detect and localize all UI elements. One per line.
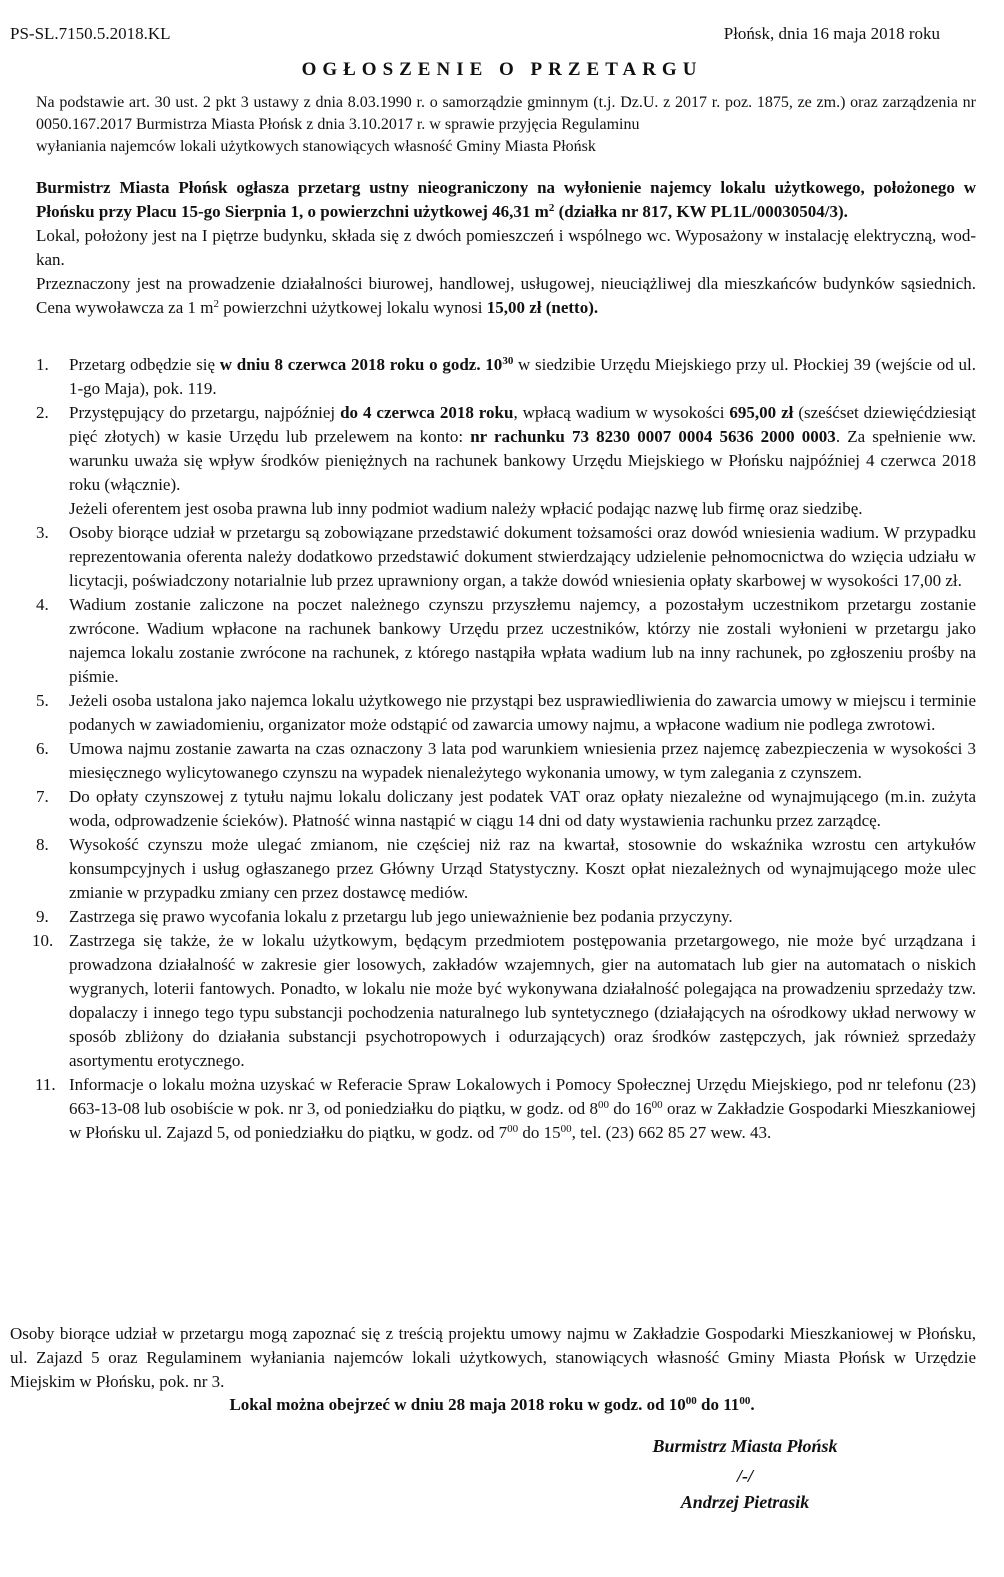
list-item <box>32 929 976 1073</box>
list-item <box>36 833 976 905</box>
announcement-text: Burmistrz Miasta Płońsk ogłasza przetarg ustny nieograniczony na wyłonienie najemcy lokalu użytkowego, położonego w Płońsku przy Placu 15-go Sierpnia 1, o powierzchni użytkowej 46,31 m <box>36 178 976 221</box>
list-item-text: Zastrzega się prawo wycofania lokalu z przetargu lub jego unieważnienie bez podania przyczyny. <box>69 907 733 926</box>
footer-note <box>10 1322 976 1394</box>
list-item <box>36 689 976 737</box>
legal-basis-text-end: wyłaniania najemców lokali użytkowych stanowiących własność Gminy Miasta Płońsk <box>36 138 596 155</box>
list-item-text: Zastrzega się także, że w lokalu użytkowym, będącym przedmiotem postępowania przetargowego, nie może być urządzana i prowadzona działalność w zakresie gier losowych, zakładów wzajemnych, gier na automatach lub gier na automatach o niskich wygranych, loterii fantowych. Ponadto, w lokalu nie może być wykonywana działalność polegająca na prowadzeniu sprzedaży tzw. dopalaczy i innego tego typu substancji pochodzenia naturalnego lub syntetycznego (działających na ośrodkowy układ nerwowy w sposób zbliżony do działania substancji psychotropowych i odurzających) oraz środków zastępczych, jak również sprzedaży asortymentu erotycznego. <box>69 931 976 1070</box>
document-date: Płońsk, dnia 16 maja 2018 roku <box>723 24 940 43</box>
signature-mark: /-/ <box>737 1466 753 1486</box>
list-item <box>36 353 976 401</box>
purpose-text: Przeznaczony jest na prowadzenie działalności biurowej, handlowej, usługowej, nieuciążliwej dla mieszkańców budynków sąsiednich. Cena wywoławcza za 1 m <box>36 274 976 317</box>
list-item-text: Przetarg odbędzie się w dniu 8 czerwca 2018 roku o godz. $10^{30}$ w siedzibie Urzędu Miejskiego przy ul. Płockiej 39 (wejście od ul. 1-go Maja), pok. 119. <box>69 355 976 398</box>
list-item-number: 11. <box>35 1075 56 1094</box>
list-item-text: Do opłaty czynszowej z tytułu najmu lokalu doliczany jest podatek VAT oraz opłaty niezależne od wynajmującego (m.in. zużyta woda, odprowadzenie ścieków). Płatność winna nastąpić w ciągu 14 dni od daty wystawienia rachunku przez zarządcę. <box>69 787 976 830</box>
list-item-number: 7. <box>36 787 49 806</box>
document-header <box>10 22 940 46</box>
list-item-text: Osoby biorące udział w przetargu są zobowiązane przedstawić dokument tożsamości oraz dowód wniesienia wadium. W przypadku reprezentowania oferenta należy dodatkowo przedstawić dokument stwierdzający udzielenie pełnomocnictwa do wzięcia udziału w licytacji, poświadczony notarialnie lub przez uprawniony organ, a także dowód wniesienia opłaty skarbowej w wysokości 17,00 zł. <box>69 523 976 590</box>
legal-basis <box>36 92 976 158</box>
list-item-number: 4. <box>36 595 49 614</box>
list-item-number: 6. <box>36 739 49 758</box>
list-item-text: Jeżeli osoba ustalona jako najemca lokalu użytkowego nie przystąpi bez usprawiedliwienia do zawarcia umowy w miejscu i terminie podanych w zawiadomieniu, organizator może odstąpić od zawarcia umowy najmu, a wpłacone wadium nie podlega zwrotowi. <box>69 691 976 734</box>
announcement-statement <box>36 176 976 224</box>
list-item-number: 3. <box>36 523 49 542</box>
list-item <box>36 785 976 833</box>
viewing-info: Lokal można obejrzeć w dniu 28 maja 2018 roku w godz. od $10^{00}$ do $11^{00}$. <box>229 1395 755 1414</box>
list-item <box>36 521 976 593</box>
legal-basis-text: Na podstawie art. 30 ust. 2 pkt 3 ustawy z dnia 8.03.1990 r. o samorządzie gminnym (t.j. Dz.U. z 2017 r. poz. 1875, ze zm.) oraz zarządzenia nr 0050.167.2017 Burmistrza Miasta Płońsk z dnia 3.10.2017 r. w sprawie przyjęcia Regulaminu <box>36 94 976 133</box>
premises-purpose <box>36 272 976 320</box>
list-item <box>36 1073 976 1145</box>
list-item-text: Wadium zostanie zaliczone na poczet należnego czynszu przyszłemu najemcy, a pozostałym uczestnikom przetargu zostanie zwrócone. Wadium wpłacone na rachunek bankowy Urzędu przez uczestników, którzy nie zostali wyłonieni w przetargu jako najemca lokalu zostanie zwrócone na rachunek, z którego nastąpiła wpłata wadium lub na inny rachunek, po zgłoszeniu prośby na piśmie. <box>69 595 976 686</box>
list-item <box>36 905 976 929</box>
list-item-text-note: Jeżeli oferentem jest osoba prawna lub inny podmiot wadium należy wpłacić podając nazwę lub firmę oraz siedzibę. <box>69 499 863 518</box>
list-item-number: 10. <box>32 931 54 950</box>
signature-name: Andrzej Pietrasik <box>680 1492 810 1512</box>
price-unit-superscript: 2 <box>213 298 219 310</box>
area-unit-superscript: 2 <box>548 202 555 214</box>
plot-reference: (działka nr 817, KW PL1L/00030504/3). <box>558 202 848 221</box>
reference-number: PS-SL.7150.5.2018.KL <box>10 24 171 43</box>
premises-location: Lokal, położony jest na I piętrze budynku, składa się z dwóch pomieszczeń i wspólnego wc. Wyposażony w instalację elektryczną, wod-kan. <box>36 226 976 269</box>
list-item-text: Umowa najmu zostanie zawarta na czas oznaczony 3 lata pod warunkiem wniesienia przez najemcę zabezpieczenia w wysokości 3 miesięcznego wylicytowanego czynszu na wypadek nienależytego wykonania umowy, w tym zalegania z czynszem. <box>69 739 976 782</box>
list-item-text: Przystępujący do przetargu, najpóźniej do 4 czerwca 2018 roku, wpłacą wadium w wysokości 695,00 zł (sześćset dziewięćdziesiąt pięć złotych) w kasie Urzędu lub przelewem na konto: nr rachunku 73 8230 0007 0004 5636 2000 0003. Za spełnienie ww. warunku uważa się wpływ środków pieniężnych na rachunek bankowy Urzędu Miejskiego w Płońsku najpóźniej 4 czerwca 2018 roku (włącznie). <box>69 403 977 494</box>
conditions-list <box>32 353 977 1145</box>
list-item-number: 9. <box>36 907 49 926</box>
list-item <box>36 401 976 521</box>
document-title: OGŁOSZENIE O PRZETARGU <box>301 59 703 80</box>
list-item-number: 1. <box>36 355 49 374</box>
announcement-lead <box>36 176 976 320</box>
list-item-number: 8. <box>36 835 49 854</box>
list-item-text: Wysokość czynszu może ulegać zmianom, nie częściej niż raz na kwartał, stosownie do wskaźnika wzrostu cen artykułów konsumpcyjnych i usług ogłaszanego przez Główny Urząd Statystyczny. Koszt opłat niezależnych od wynajmującego może ulec zmianie w przypadku zmiany cen przez dostawcę mediów. <box>69 835 976 902</box>
list-item-number: 2. <box>36 403 49 422</box>
purpose-text-cont: powierzchni użytkowej lokalu wynosi <box>218 298 487 317</box>
signature-role: Burmistrz Miasta Płońsk <box>652 1436 838 1456</box>
footer-text: Osoby biorące udział w przetargu mogą zapoznać się z treścią projektu umowy najmu w Zakładzie Gospodarki Mieszkaniowej w Płońsku, ul. Zajazd 5 oraz Regulaminem wyłaniania najemców lokali użytkowych, stanowiących własność Gminy Miasta Płońsk w Urzędzie Miejskim w Płońsku, pok. nr 3. <box>10 1324 976 1391</box>
list-item <box>36 737 976 785</box>
list-item-number: 5. <box>36 691 49 710</box>
starting-price: 15,00 zł (netto). <box>486 298 599 317</box>
list-item-text: Informacje o lokalu można uzyskać w Referacie Spraw Lokalowych i Pomocy Społecznej Urzędu Miejskiego, pod nr telefonu (23) 663-13-08 lub osobiście w pok. nr 3, od poniedziałku do piątku, w godz. od $8^{00}$ do $16^{00}$ oraz w Zakładzie Gospodarki Mieszkaniowej w Płońsku ul. Zajazd 5, od poniedziałku do piątku, w godz. od $7^{00}$ do $15^{00}$, tel. (23) 662 85 27 wew. 43. <box>69 1075 976 1142</box>
list-item <box>36 593 976 689</box>
